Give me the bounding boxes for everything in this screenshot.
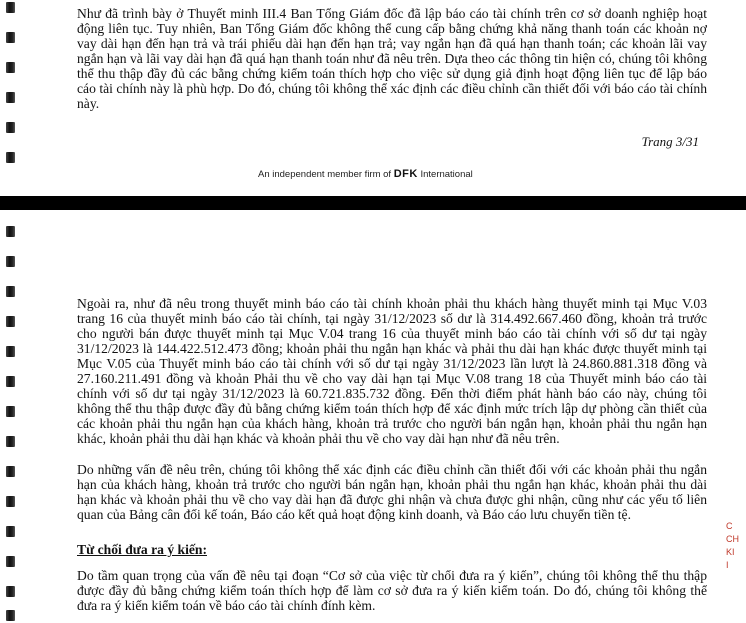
stamp-fragment: C CH KI I: [726, 521, 739, 570]
adjustments-paragraph: Do những vấn đề nêu trên, chúng tôi không thể xác định các điều chỉnh cần thiết đối với các khoản phải thu ngắn hạn của khách hàng, khoản trả trước cho người bán ngắn hạn, khoản phải thu ngắn hạn khác, khoản phải thu dài hạn khác và khoản phải thu về cho vay dài hạn đã được ghi nhận và chưa được ghi nhận, cũng như các yếu tố liên quan của Bảng cân đối kế toán, Báo cáo kết quả hoạt động kinh doanh, và Báo cáo lưu chuyển tiền tệ.: [77, 462, 707, 522]
binding-hole: [6, 32, 15, 43]
binding-hole: [6, 316, 15, 327]
footer-prefix: An independent member firm of: [258, 169, 394, 180]
binding-hole: [6, 556, 15, 567]
binding-hole: [6, 376, 15, 387]
binding-hole: [6, 62, 15, 73]
disclaimer-paragraph: Do tầm quan trọng của vấn đề nêu tại đoạn “Cơ sở của việc từ chối đưa ra ý kiến”, chúng tôi không thể thu thập được đầy đủ bằng chứng kiểm toán thích hợp để làm cơ sở đưa ra ý kiến kiểm toán. Do đó, chúng tôi không thể đưa ra ý kiến kiểm toán về báo cáo tài chính đính kèm.: [77, 568, 707, 613]
binding-hole: [6, 436, 15, 447]
binding-hole: [6, 610, 15, 621]
document-page-2: [0, 210, 740, 623]
dfk-logo: DFK: [393, 168, 418, 180]
binding-hole: [6, 226, 15, 237]
binding-hole: [6, 256, 15, 267]
binding-hole: [6, 286, 15, 297]
binding-hole: [6, 122, 15, 133]
binding-hole: [6, 526, 15, 537]
binding-hole: [6, 2, 15, 13]
firm-footer: [258, 168, 473, 180]
disclaimer-heading: Từ chối đưa ra ý kiến:: [77, 542, 207, 557]
binding-hole: [6, 92, 15, 103]
document-page-1: [0, 0, 740, 196]
page-number: Trang 3/31: [641, 134, 699, 149]
binding-hole: [6, 496, 15, 507]
footer-suffix: International: [417, 169, 473, 180]
page-divider: [0, 196, 746, 210]
binding-hole: [6, 466, 15, 477]
binding-hole: [6, 346, 15, 357]
going-concern-paragraph: Như đã trình bày ở Thuyết minh III.4 Ban Tổng Giám đốc đã lập báo cáo tài chính trên cơ sở doanh nghiệp hoạt động liên tục. Tuy nhiên, Ban Tổng Giám đốc không thể cung cấp bằng chứng khả năng thanh toán các khoản nợ vay dài hạn đến hạn trả và trái phiếu dài hạn đến hạn trả; vay ngắn hạn đã quá hạn thanh toán; các khoản lãi vay ngắn hạn và lãi vay dài hạn đã quá hạn thanh toán như đã nêu trên. Dựa theo các thông tin hiện có, chúng tôi không thể thu thập đầy đủ các bằng chứng kiểm toán thích hợp cho việc sử dụng giả định hoạt động liên tục để lập báo cáo tài chính này là phù hợp. Do đó, chúng tôi không thể xác định các điều chỉnh cần thiết đối với báo cáo tài chính này.: [77, 6, 707, 111]
binding-hole: [6, 152, 15, 163]
receivables-paragraph: Ngoài ra, như đã nêu trong thuyết minh báo cáo tài chính khoản phải thu khách hàng thuyết minh tại Mục V.03 trang 16 của thuyết minh báo cáo tài chính, tại ngày 31/12/2023 số dư là 314.492.667.460 đồng, khoản trả trước cho người bán được thuyết minh tại Mục V.04 trang 16 của thuyết minh báo cáo tài chính với số dư tại ngày 31/12/2023 là 144.422.512.473 đồng; khoản phải thu ngắn hạn khác và phải thu dài hạn khác được thuyết minh tại Mục V.05 của Thuyết minh báo cáo tài chính với số dư tại ngày 31/12/2023 lần lượt là 24.860.881.318 đồng và 27.160.211.491 đồng và khoản Phải thu về cho vay dài hạn tại Mục V.08 trang 18 của Thuyết minh báo cáo tài chính với số dư tại ngày 31/12/2023 là 60.721.835.732 đồng. Đến thời điểm phát hành báo cáo này, chúng tôi không thể thu thập được đầy đủ bằng chứng kiểm toán thích hợp để xác định mức trích lập dự phòng cần thiết của các khoản phải thu ngắn hạn của khách hàng, khoản trả trước cho người bán ngắn hạn, khoản phải thu ngắn hạn khác, khoản phải thu dài hạn khác và khoản phải thu về cho vay dài hạn như đã nêu trên.: [77, 296, 707, 446]
binding-hole: [6, 586, 15, 597]
binding-hole: [6, 406, 15, 417]
